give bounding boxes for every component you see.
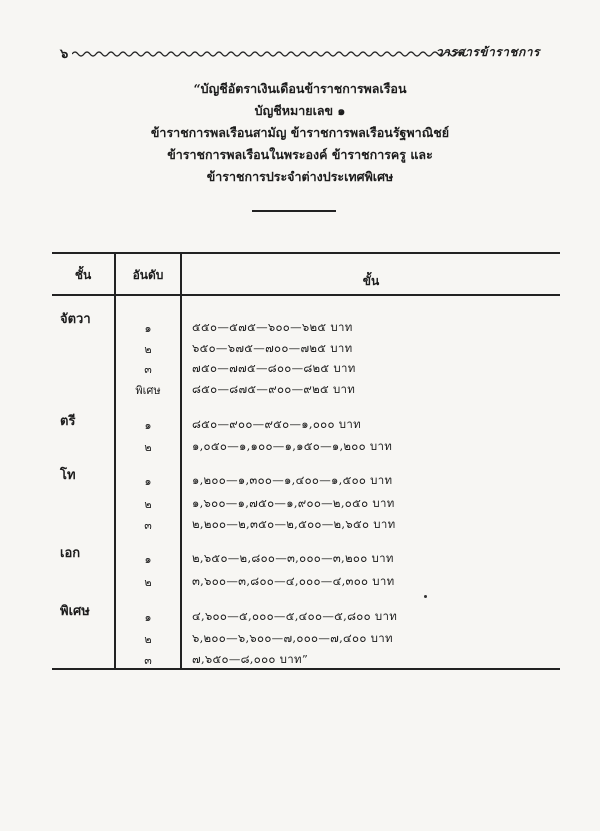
title-line-5: ข้าราชการประจำต่างประเทศพิเศษ	[206, 169, 394, 184]
column-divider-2	[180, 254, 182, 668]
rank-number: ๒	[144, 498, 152, 511]
salary-steps: ๓,๖๐๐—๓,๘๐๐—๔,๐๐๐—๔,๓๐๐ บาท	[192, 574, 395, 588]
document-titles	[100, 78, 500, 188]
grade-label: พิเศษ	[60, 604, 90, 619]
rank-number: ๒	[144, 441, 152, 454]
page-number: ๖	[60, 47, 69, 62]
table-header-rule	[52, 294, 560, 296]
salary-steps: ๑,๐๕๐—๑,๑๐๐—๑,๑๕๐—๑,๒๐๐ บาท	[192, 439, 393, 453]
column-divider-1	[114, 254, 116, 668]
rank-number: ๑	[144, 419, 152, 432]
grade-label: เอก	[60, 546, 81, 561]
rank-number: ๑	[144, 322, 152, 335]
title-line-2: บัญชีหมายเลข ๑	[254, 103, 346, 118]
rank-number: พิเศษ	[135, 384, 161, 397]
page-header	[52, 40, 552, 60]
salary-steps: ๒,๖๕๐—๒,๘๐๐—๓,๐๐๐—๓,๒๐๐ บาท	[192, 551, 394, 565]
header-salary: ขั้น	[362, 274, 380, 288]
stray-mark	[424, 595, 427, 598]
salary-steps: ๑,๒๐๐—๑,๓๐๐—๑,๔๐๐—๑,๕๐๐ บาท	[192, 473, 393, 487]
rank-number: ๒	[144, 343, 152, 356]
rank-number: ๑	[144, 611, 152, 624]
header-rank: อันดับ	[132, 268, 164, 282]
salary-steps: ๔,๖๐๐—๕,๐๐๐—๕,๔๐๐—๕,๘๐๐ บาท	[192, 609, 398, 623]
grade-label: โท	[60, 468, 76, 483]
journal-title: วารสารข้าราชการ	[435, 45, 540, 59]
salary-steps: ๑,๖๐๐—๑,๗๕๐—๑,๙๐๐—๒,๐๕๐ บาท	[192, 496, 395, 510]
salary-table	[52, 252, 560, 670]
salary-steps: ๗๕๐—๗๗๕—๘๐๐—๘๒๕ บาท	[192, 361, 356, 375]
title-line-1: “บัญชีอัตราเงินเดือนข้าราชการพลเรือน	[193, 81, 407, 96]
salary-steps: ๖,๒๐๐—๖,๖๐๐—๗,๐๐๐—๗,๔๐๐ บาท	[192, 631, 393, 645]
rank-number: ๑	[144, 475, 152, 488]
rank-number: ๓	[144, 519, 152, 532]
salary-steps: ๘๕๐—๙๐๐—๙๕๐—๑,๐๐๐ บาท	[192, 417, 362, 431]
title-underline	[252, 210, 336, 212]
salary-steps: ๒,๒๐๐—๒,๓๕๐—๒,๕๐๐—๒,๖๕๐ บาท	[192, 517, 396, 531]
header-grade: ชั้น	[74, 268, 92, 282]
table-top-rule	[52, 252, 560, 254]
grade-label: จัตวา	[60, 312, 91, 327]
grade-label: ตรี	[60, 414, 76, 429]
rank-number: ๒	[144, 633, 152, 646]
header-wavy-rule	[72, 50, 468, 58]
rank-number: ๑	[144, 553, 152, 566]
rank-number: ๓	[144, 654, 152, 667]
title-line-3: ข้าราชการพลเรือนสามัญ ข้าราชการพลเรือนรัฐพาณิชย์	[150, 125, 450, 140]
rank-number: ๓	[144, 363, 152, 376]
salary-steps: ๘๕๐—๘๗๕—๙๐๐—๙๒๕ บาท	[192, 382, 356, 396]
rank-number: ๒	[144, 576, 152, 589]
salary-steps: ๖๕๐—๖๗๕—๗๐๐—๗๒๕ บาท	[192, 341, 353, 355]
salary-steps: ๕๕๐—๕๗๕—๖๐๐—๖๒๕ บาท	[192, 320, 353, 334]
salary-steps: ๗,๖๕๐—๘,๐๐๐ บาท”	[192, 652, 309, 666]
title-line-4: ข้าราชการพลเรือนในพระองค์ ข้าราชการครู และ	[167, 147, 433, 162]
